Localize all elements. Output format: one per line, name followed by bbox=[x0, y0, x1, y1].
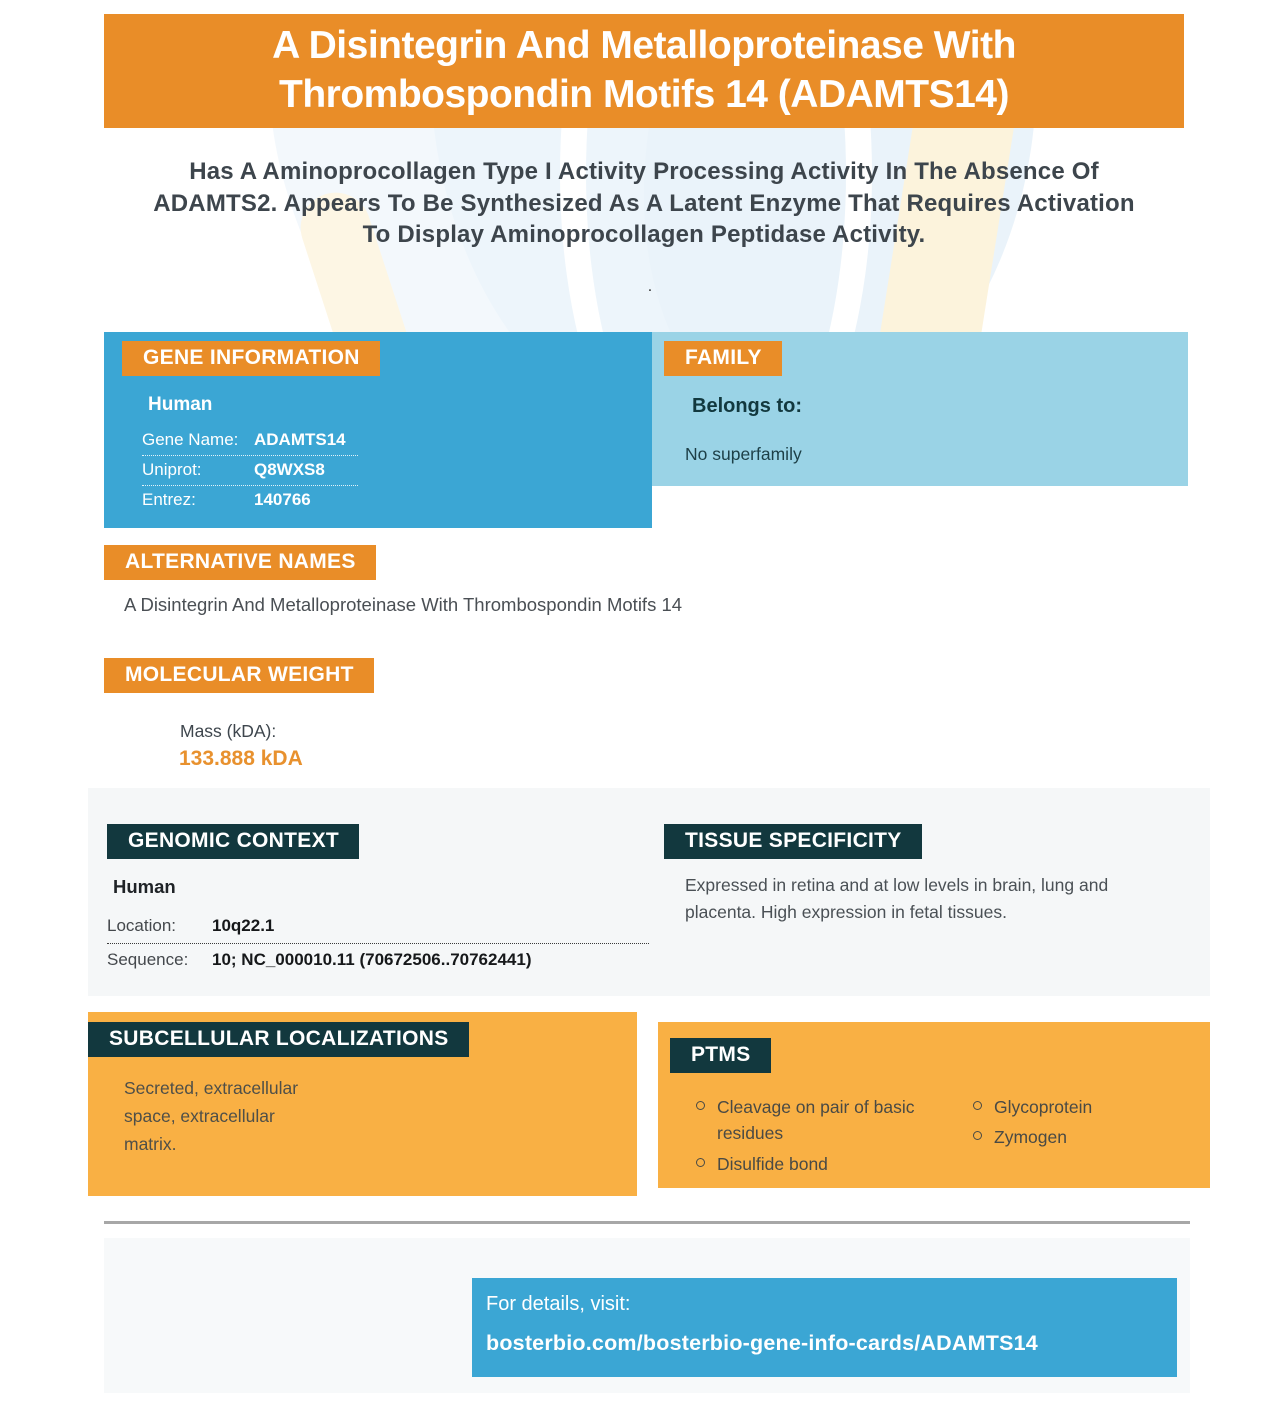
alternative-names-heading: ALTERNATIVE NAMES bbox=[104, 545, 376, 580]
ptms-list-left bbox=[696, 1094, 936, 1181]
ptm-item-text: Disulfide bond bbox=[717, 1153, 828, 1174]
ptm-item-text: Zymogen bbox=[994, 1127, 1067, 1148]
visit-callout bbox=[472, 1278, 1177, 1377]
row-value: 10q22.1 bbox=[212, 916, 275, 935]
gene-information-section bbox=[104, 332, 652, 528]
ptm-item-text: Cleavage on pair of basic residues bbox=[717, 1097, 915, 1144]
mass-value: 133.888 kDA bbox=[179, 747, 303, 770]
mass-label: Mass (kDA): bbox=[180, 721, 277, 741]
molecular-weight-heading: MOLECULAR WEIGHT bbox=[104, 658, 374, 693]
table-row bbox=[142, 426, 358, 456]
list-item bbox=[973, 1124, 1193, 1150]
list-item bbox=[696, 1094, 936, 1147]
row-label: Sequence: bbox=[107, 950, 189, 969]
row-label: Entrez: bbox=[142, 490, 196, 509]
list-item bbox=[973, 1094, 1193, 1120]
ptms-list-right bbox=[973, 1094, 1193, 1155]
row-label: Gene Name: bbox=[142, 430, 239, 449]
visit-url-link[interactable]: bosterbio.com/bosterbio-gene-info-cards/ADAMTS14 bbox=[486, 1331, 1038, 1355]
genomic-tissue-panel bbox=[88, 788, 1210, 996]
alternative-names-text: A Disintegrin And Metalloproteinase With Thrombospondin Motifs 14 bbox=[124, 594, 683, 615]
table-row bbox=[142, 456, 358, 486]
gene-information-table bbox=[142, 426, 358, 515]
footer-panel bbox=[104, 1238, 1190, 1393]
row-value: 10; NC_000010.11 (70672506..70762441) bbox=[212, 950, 532, 969]
tissue-specificity-text: Expressed in retina and at low levels in brain, lung and placenta. High expression in fetal tissues. bbox=[685, 875, 1109, 923]
bullet-icon bbox=[973, 1101, 982, 1110]
family-section bbox=[652, 332, 1188, 486]
divider-line bbox=[104, 1221, 1190, 1224]
table-row bbox=[107, 910, 649, 944]
row-value: 140766 bbox=[254, 490, 311, 509]
separator-dot: . bbox=[647, 278, 653, 295]
table-row bbox=[107, 944, 649, 977]
gene-information-heading: GENE INFORMATION bbox=[122, 341, 380, 376]
bullet-icon bbox=[973, 1131, 982, 1140]
subcellular-localizations-section bbox=[88, 1012, 637, 1196]
ptms-section bbox=[658, 1022, 1210, 1188]
row-value: Q8WXS8 bbox=[254, 460, 325, 479]
genomic-context-heading: GENOMIC CONTEXT bbox=[107, 824, 359, 859]
title-banner bbox=[104, 14, 1184, 128]
subcellular-localizations-heading: SUBCELLULAR LOCALIZATIONS bbox=[88, 1022, 469, 1057]
table-row bbox=[142, 486, 358, 515]
family-value: No superfamily bbox=[685, 444, 802, 464]
tissue-specificity-heading: TISSUE SPECIFICITY bbox=[664, 824, 922, 859]
list-item bbox=[696, 1151, 936, 1177]
species-label: Human bbox=[148, 394, 213, 415]
subcellular-localizations-text: Secreted, extracellular space, extracellular matrix. bbox=[124, 1078, 299, 1154]
page-title: A Disintegrin And Metalloproteinase With Thrombospondin Motifs 14 (ADAMTS14) bbox=[272, 24, 1016, 116]
bullet-icon bbox=[696, 1158, 705, 1167]
ptm-item-text: Glycoprotein bbox=[994, 1097, 1093, 1117]
ptms-heading: PTMS bbox=[670, 1038, 771, 1073]
gene-summary: Has A Aminoprocollagen Type I Activity Processing Activity In The Absence Of ADAMTS2. Appears To Be Synthesized As A Latent Enzyme That Requires Activation To Display Aminoprocollagen Peptidase Activity. bbox=[153, 158, 1135, 249]
bullet-icon bbox=[696, 1101, 705, 1110]
family-heading: FAMILY bbox=[664, 341, 782, 376]
visit-label: For details, visit: bbox=[486, 1293, 631, 1315]
genomic-context-table bbox=[107, 910, 649, 977]
row-label: Uniprot: bbox=[142, 460, 202, 479]
row-value: ADAMTS14 bbox=[254, 430, 346, 449]
row-label: Location: bbox=[107, 916, 176, 935]
belongs-to-label: Belongs to: bbox=[692, 395, 802, 417]
species-label: Human bbox=[113, 876, 176, 897]
